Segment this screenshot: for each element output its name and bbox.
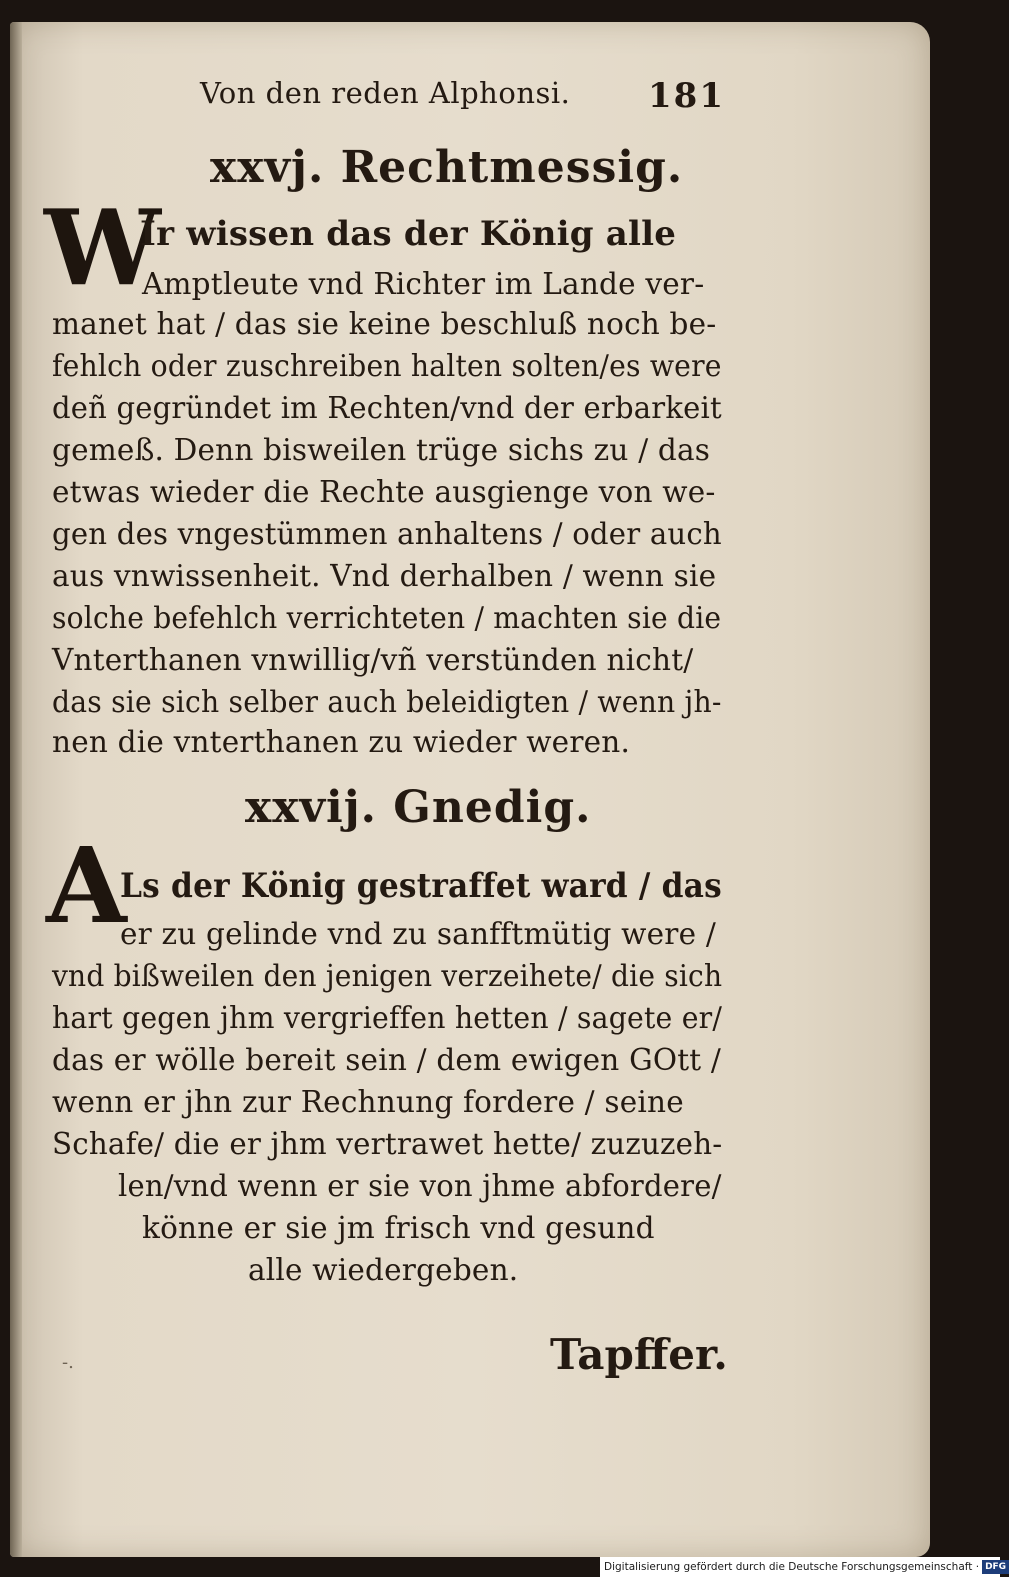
text-line: fehlch oder zuschreiben halten solten/es were	[52, 349, 722, 383]
text-line: deñ gegründet im Rechten/vnd der erbarkeit	[52, 391, 722, 425]
page-number: 181	[648, 76, 725, 116]
drop-initial: W	[44, 186, 161, 309]
text-line: könne er sie jm frisch vnd gesund	[142, 1211, 655, 1245]
drop-initial: A	[46, 824, 127, 947]
section-heading: xxvij. Gnedig.	[245, 782, 592, 833]
catchword: Tapffer.	[550, 1330, 728, 1379]
text-line: Ir wissen das der König alle	[140, 214, 677, 254]
text-line: Vnterthanen vnwillig/vñ verstünden nicht/	[52, 643, 694, 677]
text-line: Ls der König gestraffet ward / das	[120, 866, 722, 906]
text-line: hart gegen jhm vergrieffen hetten / sagete er/	[52, 1001, 723, 1035]
binding-edge	[10, 22, 22, 1557]
text-line: gen des vngestümmen anhaltens / oder auch	[52, 517, 722, 551]
text-line: vnd bißweilen den jenigen verzeihete/ die sich	[52, 959, 723, 993]
running-head: Von den reden Alphonsi.	[200, 76, 571, 110]
text-line: solche befehlch verrichteten / machten sie die	[52, 601, 722, 635]
dfg-logo-icon: DFG	[982, 1560, 1009, 1574]
text-line: etwas wieder die Rechte ausgienge von we-	[52, 475, 716, 509]
text-line: das er wölle bereit sein / dem ewigen GOtt /	[52, 1043, 722, 1077]
digitization-footer	[600, 1557, 1007, 1577]
text-line: len/vnd wenn er sie von jhme abfordere/	[118, 1169, 722, 1203]
text-line: nen die vnterthanen zu wieder weren.	[52, 725, 631, 759]
text-line: er zu gelinde vnd zu sanfftmütig were /	[120, 917, 716, 951]
text-line: aus vnwissenheit. Vnd derhalben / wenn sie	[52, 559, 717, 593]
section-heading: xxvj. Rechtmessig.	[210, 142, 684, 193]
text-line: manet hat / das sie keine beschluß noch be-	[52, 307, 717, 341]
stray-mark: -.	[62, 1352, 74, 1373]
text-line: Amptleute vnd Richter im Lande ver-	[142, 267, 705, 301]
text-line: gemeß. Denn bisweilen trüge sichs zu / das	[52, 433, 711, 467]
text-line: alle wiedergeben.	[248, 1253, 519, 1287]
text-line: wenn er jhn zur Rechnung fordere / seine	[52, 1085, 684, 1119]
footer-text: Digitalisierung gefördert durch die Deutsche Forschungsgemeinschaft ·	[604, 1561, 980, 1573]
text-line: Schafe/ die er jhm vertrawet hette/ zuzuzeh-	[52, 1127, 723, 1161]
text-line: das sie sich selber auch beleidigten / wenn jh-	[52, 685, 722, 719]
